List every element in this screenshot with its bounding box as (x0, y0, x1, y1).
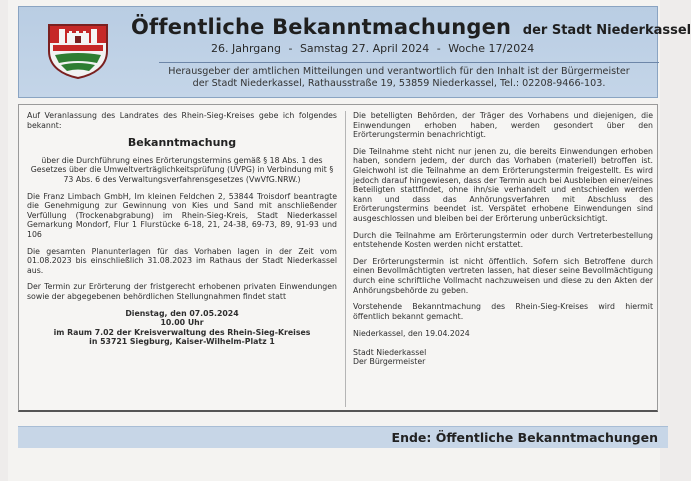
issue-date: Samstag 27. April 2024 (299, 42, 430, 55)
notice-place-date: Niederkassel, den 19.04.2024 (353, 329, 470, 339)
notice-box (18, 104, 658, 412)
publisher-info (154, 66, 644, 90)
notice-applicant-paragraph: Die Franz Limbach GmbH, Im kleinen Feldchen 2, 53844 Troisdorf beantragte die Genehmigung zur Gewinnung von Kies und Sand mit anschließender Verfüllung (Trockenabgrabung) im Rhein-Sieg-Kreis, Stadt Niederkassel Gemarkung Mondorf, Flur 1 Flurstücke 6-18, 21, 24-38, 69-73, 89, 91-93 und 106 (27, 191, 337, 239)
notice-term-intro: Der Termin zur Erörterung der fristgerecht erhobenen privaten Einwendungen sowie der abgegebenen behördlichen Stellungnahmen findet statt (27, 282, 337, 301)
issue-separator: - (288, 42, 293, 55)
notice-public-paragraph: Der Erörterungstermin ist nicht öffentlich. Sofern sich Betroffene durch einen Bevollmächtigten vertreten lassen, hat dieser seine Bevollmächtigung durch eine schriftliche Vollmacht nachzuweisen und diese zu den Akten der Anhörungsbehörde zu geben. (353, 256, 653, 295)
masthead-title-main: Öffentliche Bekanntmachungen (131, 15, 512, 39)
signature-line: Stadt Niederkassel (353, 347, 427, 357)
masthead-title (131, 15, 691, 39)
notice-costs-paragraph: Durch die Teilnahme am Erörterungstermin oder durch Vertreterbestellung entstehende Kosten werden nicht erstattet. (353, 230, 653, 250)
issue-week: Woche 17/2024 (448, 42, 535, 55)
publisher-line: der Stadt Niederkassel, Rathausstraße 19, 53859 Niederkassel, Tel.: 02208-9466-103. (192, 78, 606, 89)
signature-block (353, 348, 653, 367)
issue-separator: - (436, 42, 441, 55)
notice-right-column (353, 111, 653, 367)
notice-notified-paragraph: Die betelligten Behörden, der Träger des Vorhabens und diejenigen, die Einwendungen erhoben haben, werden gesondert über den Erörterungstermin benachrichtigt. (353, 111, 653, 140)
term-date: Dienstag, den 07.05.2024 (125, 308, 239, 318)
footer-bar (18, 426, 668, 448)
masthead-divider (159, 62, 659, 63)
term-time: 10.00 Uhr (160, 318, 204, 328)
notice-participation-paragraph: Die Teilnahme steht nicht nur jenen zu, die bereits Einwendungen erhoben haben, sondern jedem, der durch das Vorhaben (materiell) betroffen ist. Gleichwohl ist die Teilnahme an dem Erörterungstermin freigestellt. Es wird jedoch darauf hingewiesen, dass der Termin auch bei Ausbleiben einer/eines Beteiligten stattfindet, ohne ihn/sie verhandelt und entschieden werden kann und dass das Anhörungsverfahren mit Abschluss des Erörterungstermins beendet ist. Verspätet erhobene Einwendungen sind ausgeschlossen und bleiben bei der Erörterung unberücksichtigt. (353, 146, 653, 223)
notice-left-column (27, 111, 337, 347)
notice-closing-paragraph: Vorstehende Bekanntmachung des Rhein-Sieg-Kreises wird hiermit öffentlich bekannt gemacht. (353, 302, 653, 321)
masthead-title-suffix: der Stadt Niederkassel (522, 23, 691, 38)
notice-subject: über die Durchführung eines Erörterungstermins gemäß § 18 Abs. 1 des Gesetzes über die Umweltverträglichkeitsprüfung (UVPG) in Verbindung mit § 73 Abs. 6 des Verwaltungsverfahrensgesetzes (VwVfG.NRW.) (30, 155, 334, 184)
issue-info (209, 42, 536, 55)
notice-intro: Auf Veranlassung des Landrates des Rhein-Sieg-Kreises gebe ich folgendes bekannt: (27, 111, 337, 130)
term-room: im Raum 7.02 der Kreisverwaltung des Rhein-Sieg-Kreises (53, 327, 311, 337)
masthead (18, 6, 691, 98)
city-coat-of-arms-icon (45, 21, 111, 79)
issue-volume: 26. Jahrgang (211, 42, 281, 55)
signature-line: Der Bürgermeister (353, 357, 426, 367)
term-address: in 53721 Siegburg, Kaiser-Wilhelm-Platz 1 (89, 337, 275, 347)
column-divider (345, 111, 346, 407)
notice-heading: Bekanntmachung (127, 136, 237, 150)
publisher-line: Herausgeber der amtlichen Mitteilungen und verantwortlich für den Inhalt ist der Bürgermeister (168, 66, 630, 77)
footer-title: Ende: Öffentliche Bekanntmachungen (391, 430, 658, 445)
newspaper-page (8, 0, 691, 481)
notice-documents-paragraph: Die gesamten Planunterlagen für das Vorhaben lagen in der Zeit vom 01.08.2023 bis einschließlich 31.08.2023 im Rathaus der Stadt Niederkassel aus. (27, 246, 337, 275)
